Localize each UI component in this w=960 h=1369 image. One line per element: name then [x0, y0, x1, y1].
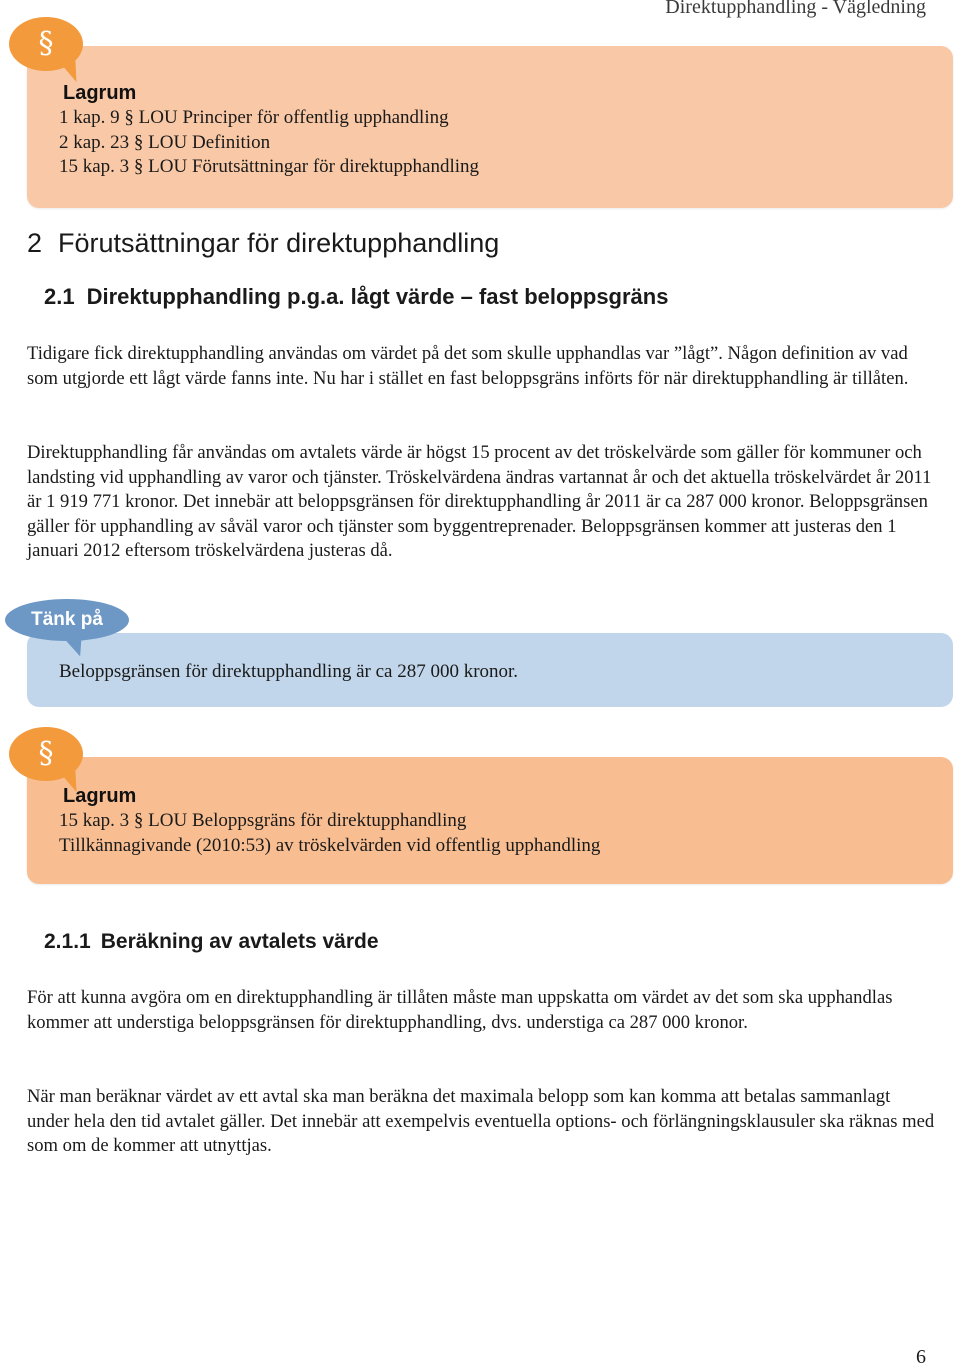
- paragraph: Tidigare fick direktupphandling användas om värdet på det som skulle upphandlas var ”lågt”. Någon definition av vad som utgjorde ett lågt värde fanns inte. Nu har i stället en fast beloppsgräns införts för när direktupphandling är tillåten.: [27, 343, 909, 389]
- section-heading: [27, 228, 499, 259]
- tank-pa-badge: Tänk på: [5, 599, 129, 641]
- subsubsection-heading: [44, 930, 379, 954]
- subsubsection-title: Beräkning av avtalets värde: [100, 930, 379, 953]
- lagrum-line: 2 kap. 23 § LOU Definition: [59, 132, 271, 153]
- paragraph: Direktupphandling får användas om avtalets värde är högst 15 procent av det tröskelvärde som gäller för kommuner och landsting vid upphandling av varor och tjänster. Tröskelvärdena ändras vartannat år och det aktuella tröskelvärdet år 2011 är 1 919 771 kronor. Det innebär att beloppsgränsen för direktupphandling år 2011 är ca 287 000 kronor. Beloppsgränsen gäller för upphandling av såväl varor och tjänster som byggentreprenader. Beloppsgränsen kommer att justeras den 1 januari 2012 eftersom tröskelvärdena justeras då.: [27, 442, 932, 561]
- lagrum-line: 15 kap. 3 § LOU Förutsättningar för direktupphandling: [59, 156, 480, 177]
- section-number: 2: [27, 228, 43, 258]
- tank-pa-text: Beloppsgränsen för direktupphandling är ca 287 000 kronor.: [59, 661, 519, 682]
- section-title: Förutsättningar för direktupphandling: [58, 228, 500, 258]
- section-sign-icon: §: [9, 17, 83, 71]
- page-number: 6: [916, 1346, 926, 1368]
- lagrum-title: Lagrum: [63, 82, 137, 104]
- subsection-title: Direktupphandling p.g.a. lågt värde – fast beloppsgräns: [86, 284, 669, 309]
- subsection-heading: [44, 284, 668, 310]
- subsubsection-number: 2.1.1: [44, 930, 91, 953]
- paragraph: När man beräknar värdet av ett avtal ska man beräkna det maximala belopp som kan komma att betalas sammanlagt under hela den tid avtalet gäller. Det innebär att exempelvis eventuella options- och förlängningsklausuler ska räknas med som om de kommer att utnyttjas.: [27, 1086, 935, 1156]
- lagrum-line: 15 kap. 3 § LOU Beloppsgräns för direktupphandling: [59, 810, 467, 831]
- tank-pa-box: [27, 633, 953, 707]
- running-header-title: Direktupphandling - Vägledning: [665, 0, 926, 18]
- lagrum-box: [27, 46, 953, 208]
- lagrum-box: [27, 757, 953, 884]
- lagrum-title: Lagrum: [63, 785, 137, 807]
- section-sign-icon: §: [9, 727, 83, 781]
- paragraph: För att kunna avgöra om en direktupphandling är tillåten måste man uppskatta om värdet av det som ska upphandlas kommer att understiga beloppsgränsen för direktupphandling, dvs. understiga ca 287 000 kronor.: [27, 987, 893, 1033]
- lagrum-line: Tillkännagivande (2010:53) av tröskelvärden vid offentlig upphandling: [59, 835, 601, 856]
- lagrum-line: 1 kap. 9 § LOU Principer för offentlig upphandling: [59, 107, 449, 128]
- subsection-number: 2.1: [44, 284, 75, 309]
